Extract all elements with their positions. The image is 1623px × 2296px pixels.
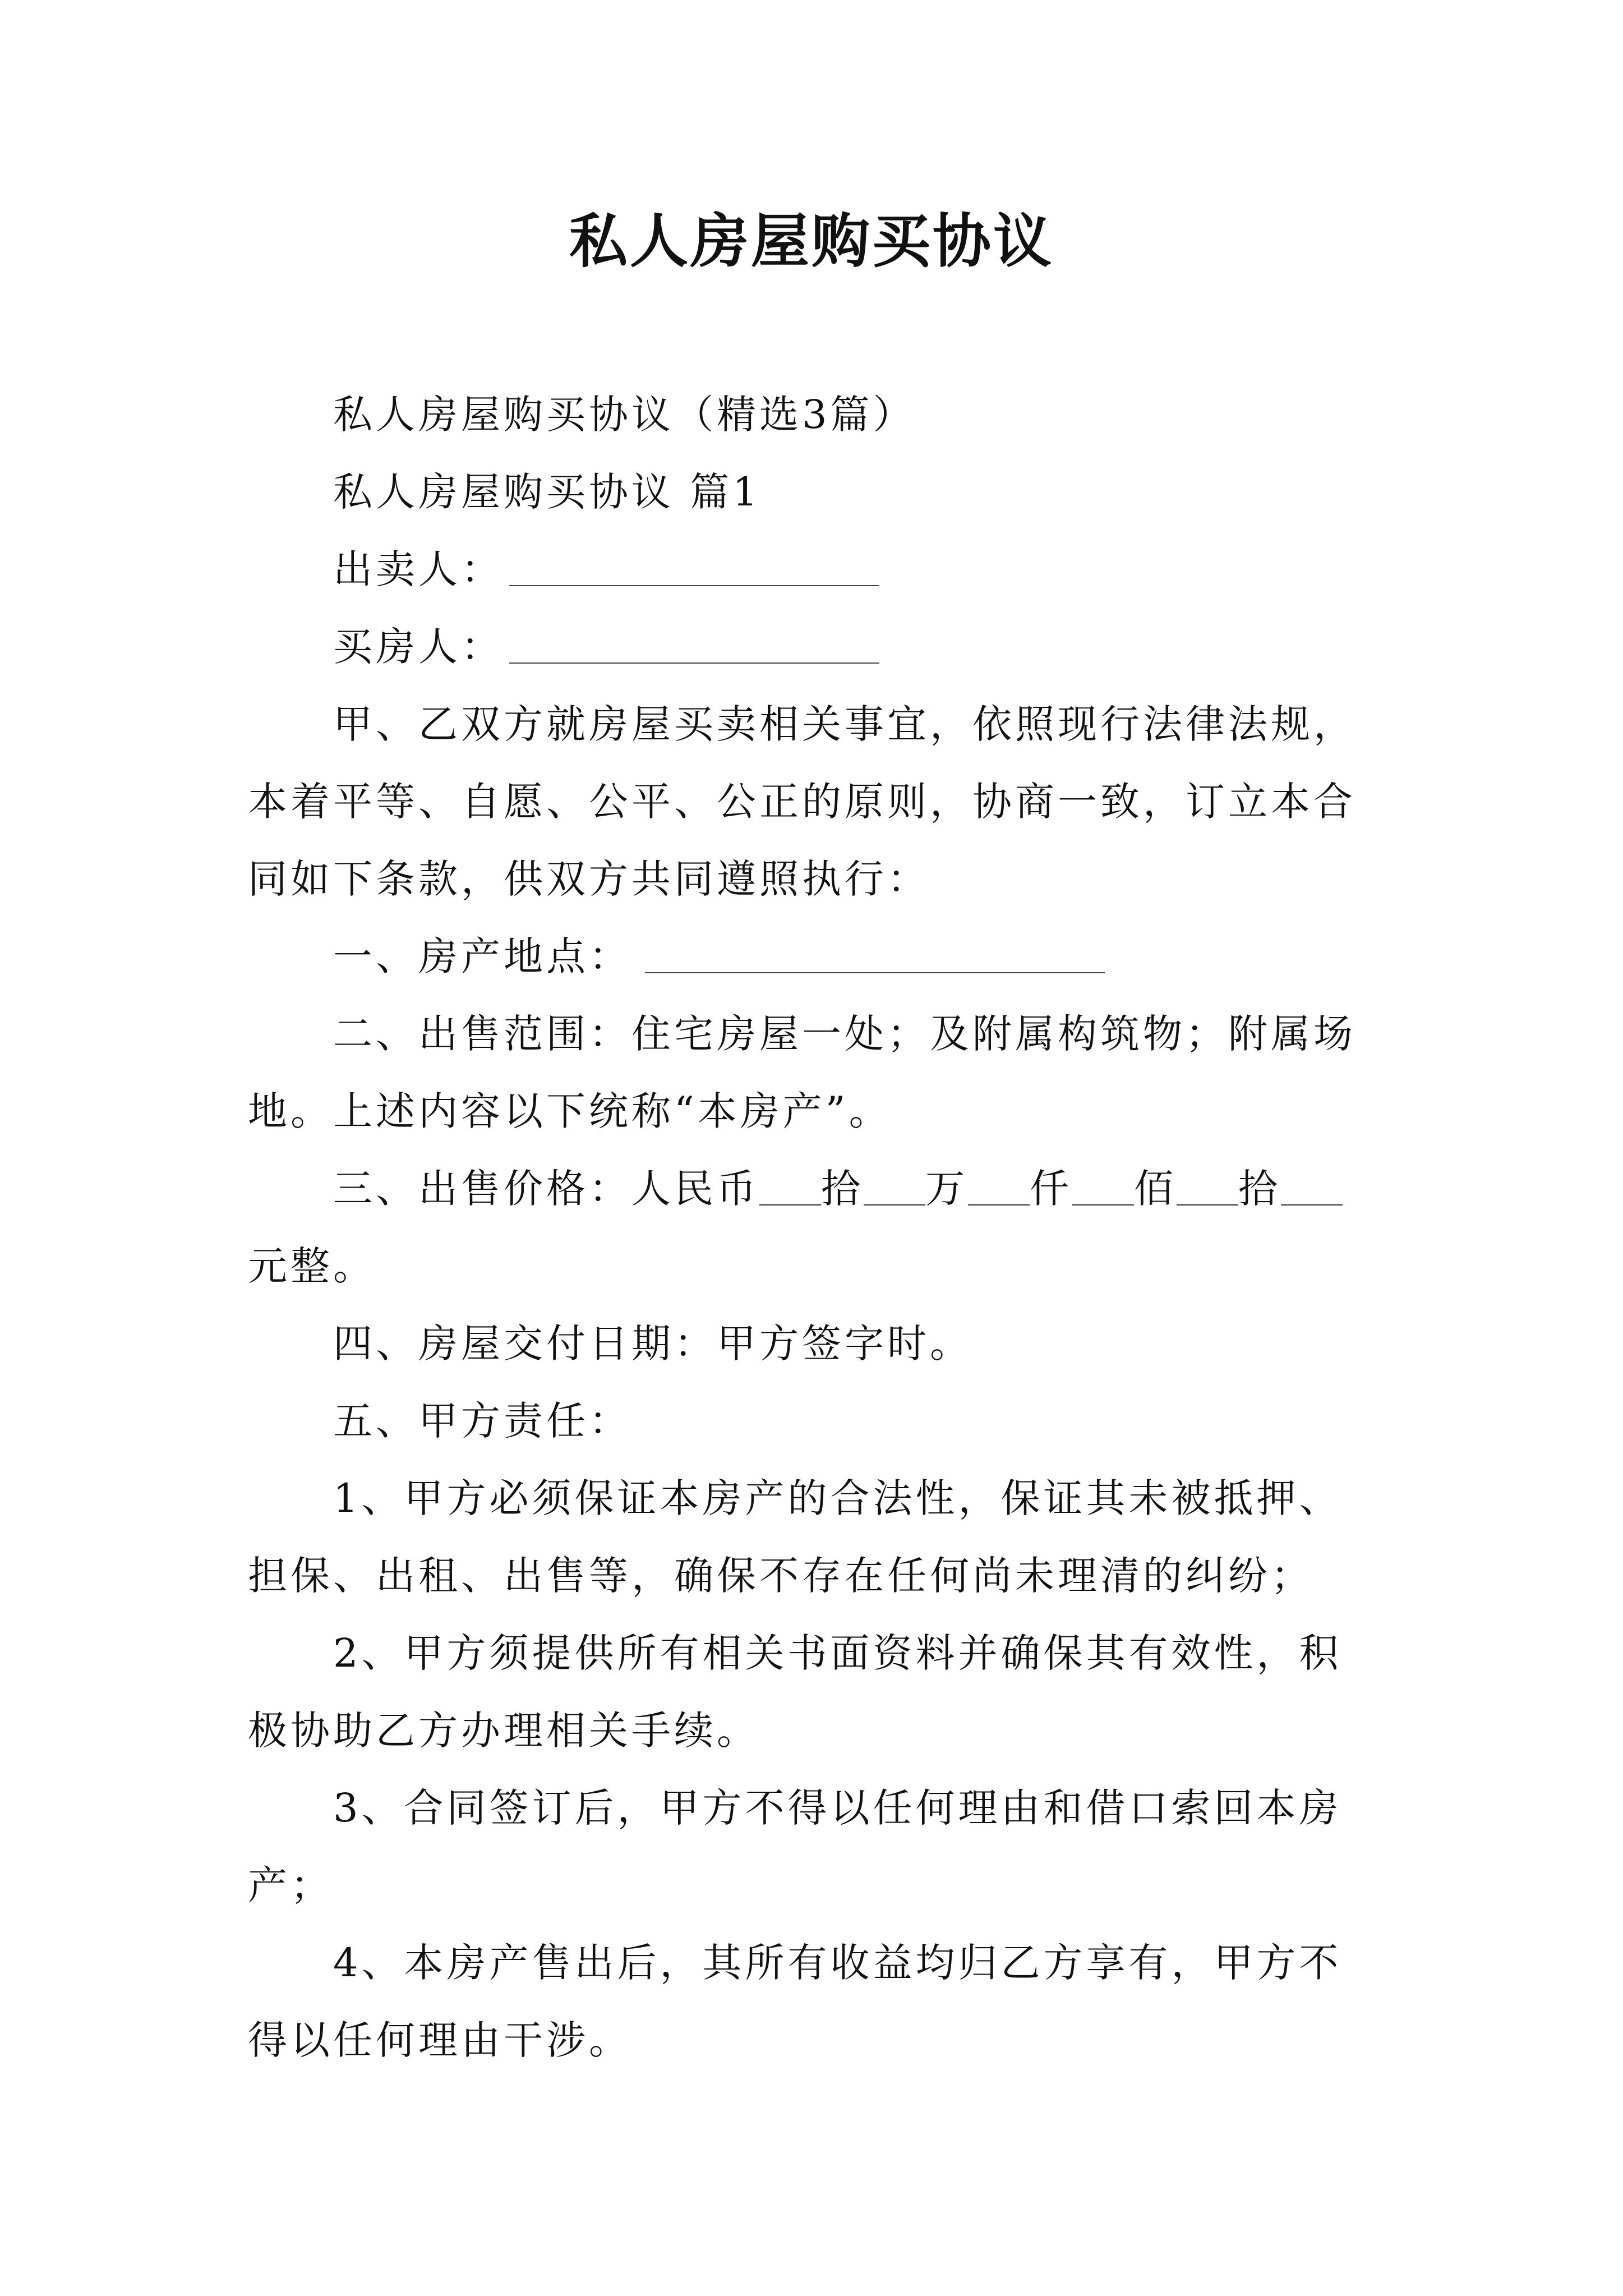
price-unit: 拾	[1238, 1166, 1281, 1212]
clause-3-prefix: 三、出售价格：人民币	[333, 1166, 759, 1212]
price-unit: 仟	[1030, 1166, 1072, 1212]
clause-4: 四、房屋交付日期：甲方签字时。	[333, 1320, 972, 1366]
clause-1-label: 一、房产地点：	[333, 933, 631, 979]
price-blank	[1072, 1165, 1134, 1205]
price-blank	[864, 1165, 925, 1205]
price-blank	[1281, 1165, 1343, 1205]
intro-paragraph: 甲、乙双方就房屋买卖相关事宜，依照现行法律法规，本着平等、自愿、公平、公正的原则，协商一致，订立本合同如下条款，供双方共同遵照执行：	[248, 701, 1356, 902]
seller-blank	[509, 546, 879, 586]
price-blank	[759, 1165, 821, 1205]
clause-3	[248, 1150, 1381, 1305]
clause-1	[248, 918, 1381, 995]
responsibility-item-3: 3、合同签订后，甲方不得以任何理由和借口索回本房产；	[248, 1785, 1342, 1908]
seller-line	[248, 531, 1381, 608]
price-unit: 拾	[821, 1166, 864, 1212]
clause-2: 二、出售范围：住宅房屋一处；及附属构筑物；附属场地。上述内容以下统称“本房产”。	[248, 1011, 1356, 1134]
subtitle: 私人房屋购买协议（精选3篇）	[333, 392, 916, 438]
document-body	[248, 376, 1381, 2079]
price-unit: 佰	[1134, 1166, 1177, 1212]
buyer-label: 买房人：	[333, 624, 504, 670]
price-unit: 万	[925, 1166, 968, 1212]
responsibility-item-4: 4、本房产售出后，其所有收益均归乙方享有，甲方不得以任何理由干涉。	[248, 1940, 1342, 2063]
responsibility-item-2: 2、甲方须提供所有相关书面资料并确保其有效性，积极协助乙方办理相关手续。	[248, 1630, 1342, 1754]
seller-label: 出卖人：	[333, 546, 504, 592]
buyer-blank	[509, 623, 879, 664]
price-blank	[968, 1165, 1030, 1205]
clause-3-suffix: 元整。	[248, 1243, 376, 1289]
buyer-line	[248, 608, 1381, 685]
responsibility-item-1: 1、甲方必须保证本房产的合法性，保证其未被抵押、担保、出租、出售等，确保不存在任何尚未理清的纠纷；	[248, 1475, 1342, 1599]
part-heading: 私人房屋购买协议 篇1	[333, 469, 761, 515]
clause-5-heading: 五、甲方责任：	[333, 1398, 631, 1444]
price-blank	[1177, 1165, 1238, 1205]
document-title: 私人房屋购买协议	[569, 207, 1054, 275]
property-location-blank	[645, 933, 1105, 973]
